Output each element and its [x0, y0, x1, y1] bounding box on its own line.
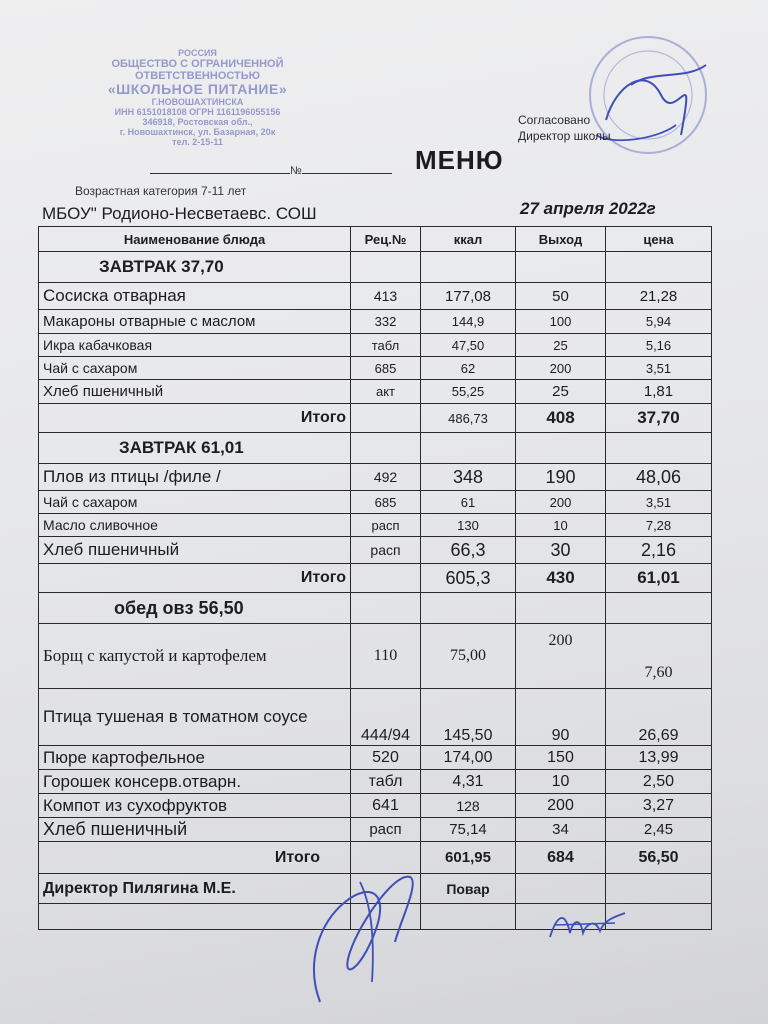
recipe-no: 520	[351, 746, 421, 770]
dish-name: Хлеб пшеничный	[39, 818, 351, 842]
table-row	[39, 537, 712, 564]
total-row	[39, 404, 712, 433]
table-row	[39, 380, 712, 404]
price: 3,51	[606, 357, 712, 380]
kcal: 128	[421, 794, 516, 818]
output: 34	[516, 818, 606, 842]
kcal: 62	[421, 357, 516, 380]
price: 5,94	[606, 310, 712, 334]
section-row	[39, 593, 712, 624]
table-header-row	[39, 227, 712, 252]
col-header-output: Выход	[516, 227, 606, 252]
table-row	[39, 310, 712, 334]
output: 200	[516, 794, 606, 818]
output: 10	[516, 514, 606, 537]
stamp-line: РОССИЯ	[178, 48, 217, 58]
approval-block	[518, 112, 611, 144]
recipe-no: табл	[351, 334, 421, 357]
dish-name: Пюре картофельное	[39, 746, 351, 770]
price: 2,45	[606, 818, 712, 842]
recipe-no: 413	[351, 283, 421, 310]
age-category: Возрастная категория 7-11 лет	[75, 184, 247, 198]
dish-name: Плов из птицы /филе /	[39, 464, 351, 491]
stamp-line: Г.НОВОШАХТИНСКА	[151, 97, 244, 107]
dish-name: Чай с сахаром	[39, 491, 351, 514]
table-row	[39, 746, 712, 770]
table-row	[39, 689, 712, 746]
recipe-no: 444/94	[351, 689, 421, 746]
dish-name: Сосиска отварная	[39, 283, 351, 310]
table-row	[39, 464, 712, 491]
kcal: 66,3	[421, 537, 516, 564]
table-row	[39, 334, 712, 357]
total-price: 37,70	[606, 404, 712, 433]
total-kcal: 486,73	[421, 404, 516, 433]
stamp-line: ОБЩЕСТВО С ОГРАНИЧЕННОЙ	[111, 58, 284, 70]
output: 200	[516, 491, 606, 514]
price: 13,99	[606, 746, 712, 770]
output: 90	[516, 689, 606, 746]
output: 30	[516, 537, 606, 564]
recipe-no: 685	[351, 357, 421, 380]
dish-name: Хлеб пшеничный	[39, 380, 351, 404]
recipe-no: расп	[351, 514, 421, 537]
recipe-no: 110	[351, 624, 421, 689]
kcal: 174,00	[421, 746, 516, 770]
recipe-no: расп	[351, 537, 421, 564]
recipe-no: 492	[351, 464, 421, 491]
kcal: 75,00	[421, 624, 516, 689]
kcal: 47,50	[421, 334, 516, 357]
total-price: 56,50	[606, 842, 712, 874]
output: 50	[516, 283, 606, 310]
col-header-price: цена	[606, 227, 712, 252]
page-title: МЕНЮ	[415, 145, 504, 175]
dish-name: Компот из сухофруктов	[39, 794, 351, 818]
dish-name: Птица тушеная в томатном соусе	[39, 689, 351, 746]
price: 7,28	[606, 514, 712, 537]
price: 26,69	[606, 689, 712, 746]
table-row	[39, 283, 712, 310]
signature-row	[39, 874, 712, 904]
recipe-no: табл	[351, 770, 421, 794]
dish-name: Макароны отварные с маслом	[39, 310, 351, 334]
kcal: 130	[421, 514, 516, 537]
kcal: 348	[421, 464, 516, 491]
total-label: Итого	[39, 842, 351, 874]
dish-name: Борщ с капустой и картофелем	[39, 624, 351, 689]
output: 200	[516, 624, 606, 689]
school-name: МБОУ" Родионо-Несветаевс. СОШ	[42, 204, 317, 223]
table-row	[39, 357, 712, 380]
col-header-kcal: ккал	[421, 227, 516, 252]
section-title: ЗАВТРАК 61,01	[39, 433, 351, 464]
output: 150	[516, 746, 606, 770]
stamp-line: «ШКОЛЬНОЕ ПИТАНИЕ»	[107, 81, 288, 97]
menu-date: 27 апреля 2022г	[520, 199, 656, 218]
table-row	[39, 818, 712, 842]
cook-signature-label: Повар	[421, 874, 516, 904]
col-header-dish: Наименование блюда	[39, 227, 351, 252]
recipe-no: расп	[351, 818, 421, 842]
total-label: Итого	[39, 404, 351, 433]
price: 2,50	[606, 770, 712, 794]
registration-number: №	[150, 165, 392, 177]
total-output: 430	[516, 564, 606, 593]
total-price: 61,01	[606, 564, 712, 593]
recipe-no: 685	[351, 491, 421, 514]
director-signature-label: Директор Пилягина М.Е.	[39, 874, 351, 904]
table-row	[39, 624, 712, 689]
total-output: 684	[516, 842, 606, 874]
approval-line: Директор школы	[518, 129, 611, 143]
kcal: 145,50	[421, 689, 516, 746]
section-row	[39, 433, 712, 464]
kcal: 4,31	[421, 770, 516, 794]
recipe-no: 332	[351, 310, 421, 334]
menu-table	[38, 226, 712, 930]
stamp-line: 346918, Ростовская обл.,	[142, 117, 253, 127]
price: 3,51	[606, 491, 712, 514]
price: 5,16	[606, 334, 712, 357]
total-label: Итого	[39, 564, 351, 593]
total-output: 408	[516, 404, 606, 433]
table-row	[39, 514, 712, 537]
dish-name: Масло сливочное	[39, 514, 351, 537]
empty-row	[39, 904, 712, 930]
dish-name: Икра кабачковая	[39, 334, 351, 357]
total-kcal: 605,3	[421, 564, 516, 593]
output: 25	[516, 334, 606, 357]
table-row	[39, 491, 712, 514]
price: 3,27	[606, 794, 712, 818]
price: 48,06	[606, 464, 712, 491]
kcal: 144,9	[421, 310, 516, 334]
output: 10	[516, 770, 606, 794]
dish-name: Горошек консерв.отварн.	[39, 770, 351, 794]
output: 200	[516, 357, 606, 380]
price: 21,28	[606, 283, 712, 310]
recipe-no: акт	[351, 380, 421, 404]
total-row	[39, 842, 712, 874]
dish-name: Хлеб пшеничный	[39, 537, 351, 564]
price: 7,60	[606, 624, 712, 689]
table-row	[39, 794, 712, 818]
round-seal-icon	[576, 25, 726, 165]
dish-name: Чай с сахаром	[39, 357, 351, 380]
kcal: 61	[421, 491, 516, 514]
stamp-line: тел. 2-15-11	[172, 137, 223, 147]
kcal: 55,25	[421, 380, 516, 404]
stamp-line: г. Новошахтинск, ул. Базарная, 20к	[119, 127, 276, 137]
section-title: обед овз 56,50	[39, 593, 351, 624]
section-row	[39, 252, 712, 283]
price: 2,16	[606, 537, 712, 564]
approval-line: Согласовано	[518, 113, 591, 127]
stamp-line: ИНН 6151018108 ОГРН 1161196055156	[114, 107, 281, 117]
stamp-line: ОТВЕТСТВЕННОСТЬЮ	[134, 70, 261, 82]
kcal: 75,14	[421, 818, 516, 842]
output: 100	[516, 310, 606, 334]
output: 25	[516, 380, 606, 404]
table-row	[39, 770, 712, 794]
col-header-recipe: Рец.№	[351, 227, 421, 252]
recipe-no: 641	[351, 794, 421, 818]
section-title: ЗАВТРАК 37,70	[39, 252, 351, 283]
output: 190	[516, 464, 606, 491]
kcal: 177,08	[421, 283, 516, 310]
price: 1,81	[606, 380, 712, 404]
total-kcal: 601,95	[421, 842, 516, 874]
total-row	[39, 564, 712, 593]
